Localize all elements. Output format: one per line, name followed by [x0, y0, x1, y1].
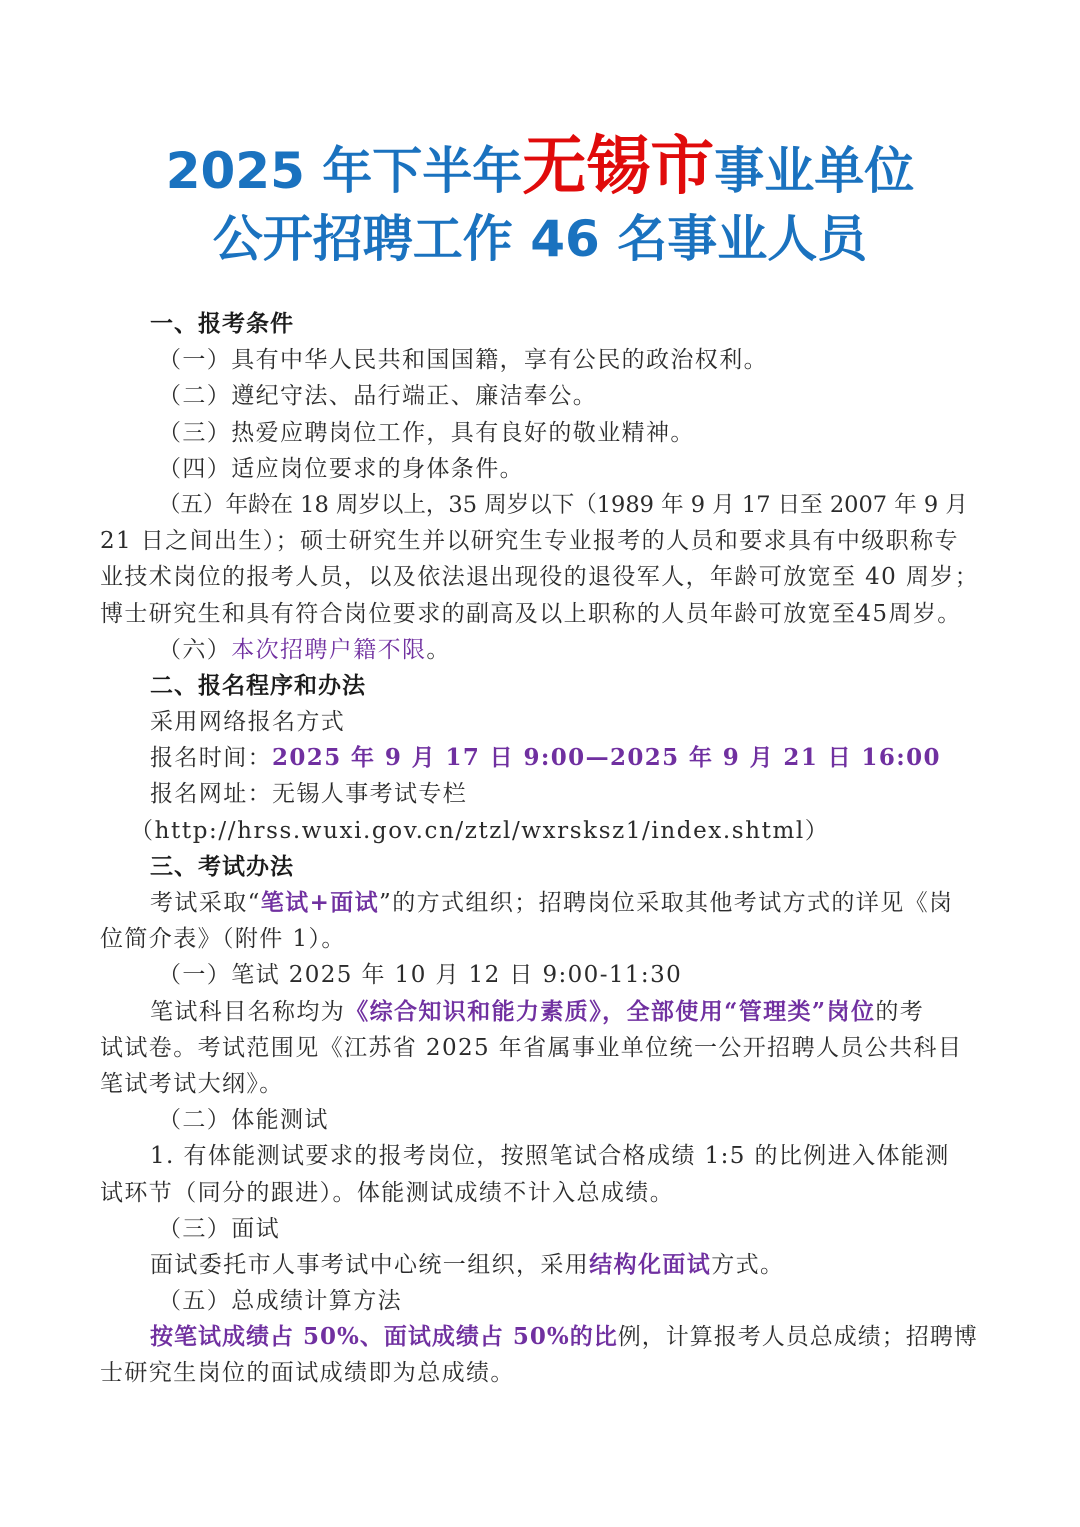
title-city: 无锡市	[522, 130, 715, 204]
requirement-item-6	[100, 632, 980, 668]
requirement-item-5-line-3: 业技术岗位的报考人员，以及依法退出现役的退役军人，年龄可放宽至 40 周岁；	[100, 564, 980, 591]
written-exam-line-1	[100, 994, 980, 1030]
physical-test-line-1: 1. 有体能测试要求的报考岗位，按照笔试合格成绩 1:5 的比例进入体能测	[150, 1143, 950, 1170]
total-score-highlight: 按笔试成绩占 50%、面试成绩占 50%的比	[150, 1323, 618, 1351]
total-score-line-2: 士研究生岗位的面试成绩即为总成绩。	[100, 1360, 515, 1387]
exam-intro-a: 考试采取“	[150, 890, 261, 916]
section-heading-registration: 二、报名程序和办法	[150, 672, 366, 699]
registration-time	[100, 740, 980, 776]
registration-url[interactable]: （http://hrss.wuxi.gov.cn/ztzl/wxrsksz1/index.shtml）	[130, 817, 830, 844]
registration-time-label: 报名时间：	[150, 745, 272, 772]
section-heading-requirements: 一、报考条件	[150, 311, 294, 337]
requirement-item-4: （四）适应岗位要求的身体条件。	[158, 455, 524, 482]
exam-intro-line-1	[100, 885, 980, 921]
written-exam-highlight: 《综合知识和能力素质》，全部使用“管理类”岗位	[345, 997, 876, 1025]
interview-line	[100, 1247, 980, 1283]
requirement-item-5-line-2: 21 日之间出生）；硕士研究生并以研究生专业报考的人员和要求具有中级职称专	[100, 528, 959, 555]
exam-intro-highlight: 笔试+面试	[260, 889, 380, 916]
registration-site	[100, 776, 980, 812]
interview-a: 面试委托市人事考试中心统一组织，采用	[150, 1251, 590, 1278]
interview-highlight: 结构化面试	[589, 1250, 712, 1278]
total-score-line-1	[100, 1319, 980, 1355]
written-exam-line-2: 试试卷。考试范围见《江苏省 2025 年省属事业单位统一公开招聘人员公共科目	[100, 1034, 963, 1061]
written-exam-line-3: 笔试考试大纲》。	[100, 1070, 284, 1097]
requirement-item-3: （三）热爱应聘岗位工作，具有良好的敬业精神。	[158, 419, 695, 446]
page-title-line-2: 公开招聘工作 46 名事业人员	[212, 210, 868, 268]
requirement-item-1: （一）具有中华人民共和国国籍，享有公民的政治权利。	[158, 347, 768, 374]
requirement-item-2: （二）遵纪守法、品行端正、廉洁奉公。	[158, 383, 598, 410]
total-score-a: 例，计算报考人员总成绩；招聘博	[617, 1324, 978, 1351]
section-heading-exam: 三、考试办法	[150, 853, 294, 880]
requirement-item-5-line-1: （五）年龄在 18 周岁以上，35 周岁以下（1989 年 9 月 17 日至 2007 年 9 月	[158, 491, 968, 518]
item-6-prefix: （六）	[158, 636, 232, 663]
physical-test-heading: （二）体能测试	[158, 1107, 329, 1134]
total-score-heading: （五）总成绩计算方法	[158, 1288, 402, 1315]
written-exam-a: 笔试科目名称均为	[150, 998, 346, 1025]
physical-test-line-2: 试环节（同分的跟进）。体能测试成绩不计入总成绩。	[100, 1179, 675, 1206]
registration-time-value: 2025 年 9 月 17 日 9:00—2025 年 9 月 21 日 16:00	[272, 744, 941, 772]
title-year-part: 2025 年下半年	[165, 142, 523, 200]
interview-heading: （三）面试	[158, 1215, 280, 1242]
registration-site-name: 无锡人事考试专栏	[272, 781, 468, 808]
written-exam-heading: （一）笔试 2025 年 10 月 12 日 9:00-11:30	[158, 962, 683, 989]
document-body	[100, 306, 980, 1392]
item-6-suffix: 。	[426, 636, 451, 663]
registration-method: 采用网络报名方式	[150, 709, 346, 736]
exam-intro-b: ”的方式组织；招聘岗位采取其他考试方式的详见《岗	[379, 890, 954, 916]
item-6-highlight: 本次招聘户籍不限	[231, 636, 427, 663]
registration-site-label: 报名网址：	[150, 781, 272, 808]
exam-intro-line-2: 位简介表》（附件 1）。	[100, 926, 346, 953]
requirement-item-5-line-4: 博士研究生和具有符合岗位要求的副高及以上职称的人员年龄可放宽至45周岁。	[100, 600, 962, 627]
written-exam-b: 的考	[875, 998, 925, 1025]
interview-b: 方式。	[711, 1251, 785, 1278]
page-title-line-1	[0, 130, 1080, 204]
title-unit-part: 事业单位	[714, 142, 915, 200]
